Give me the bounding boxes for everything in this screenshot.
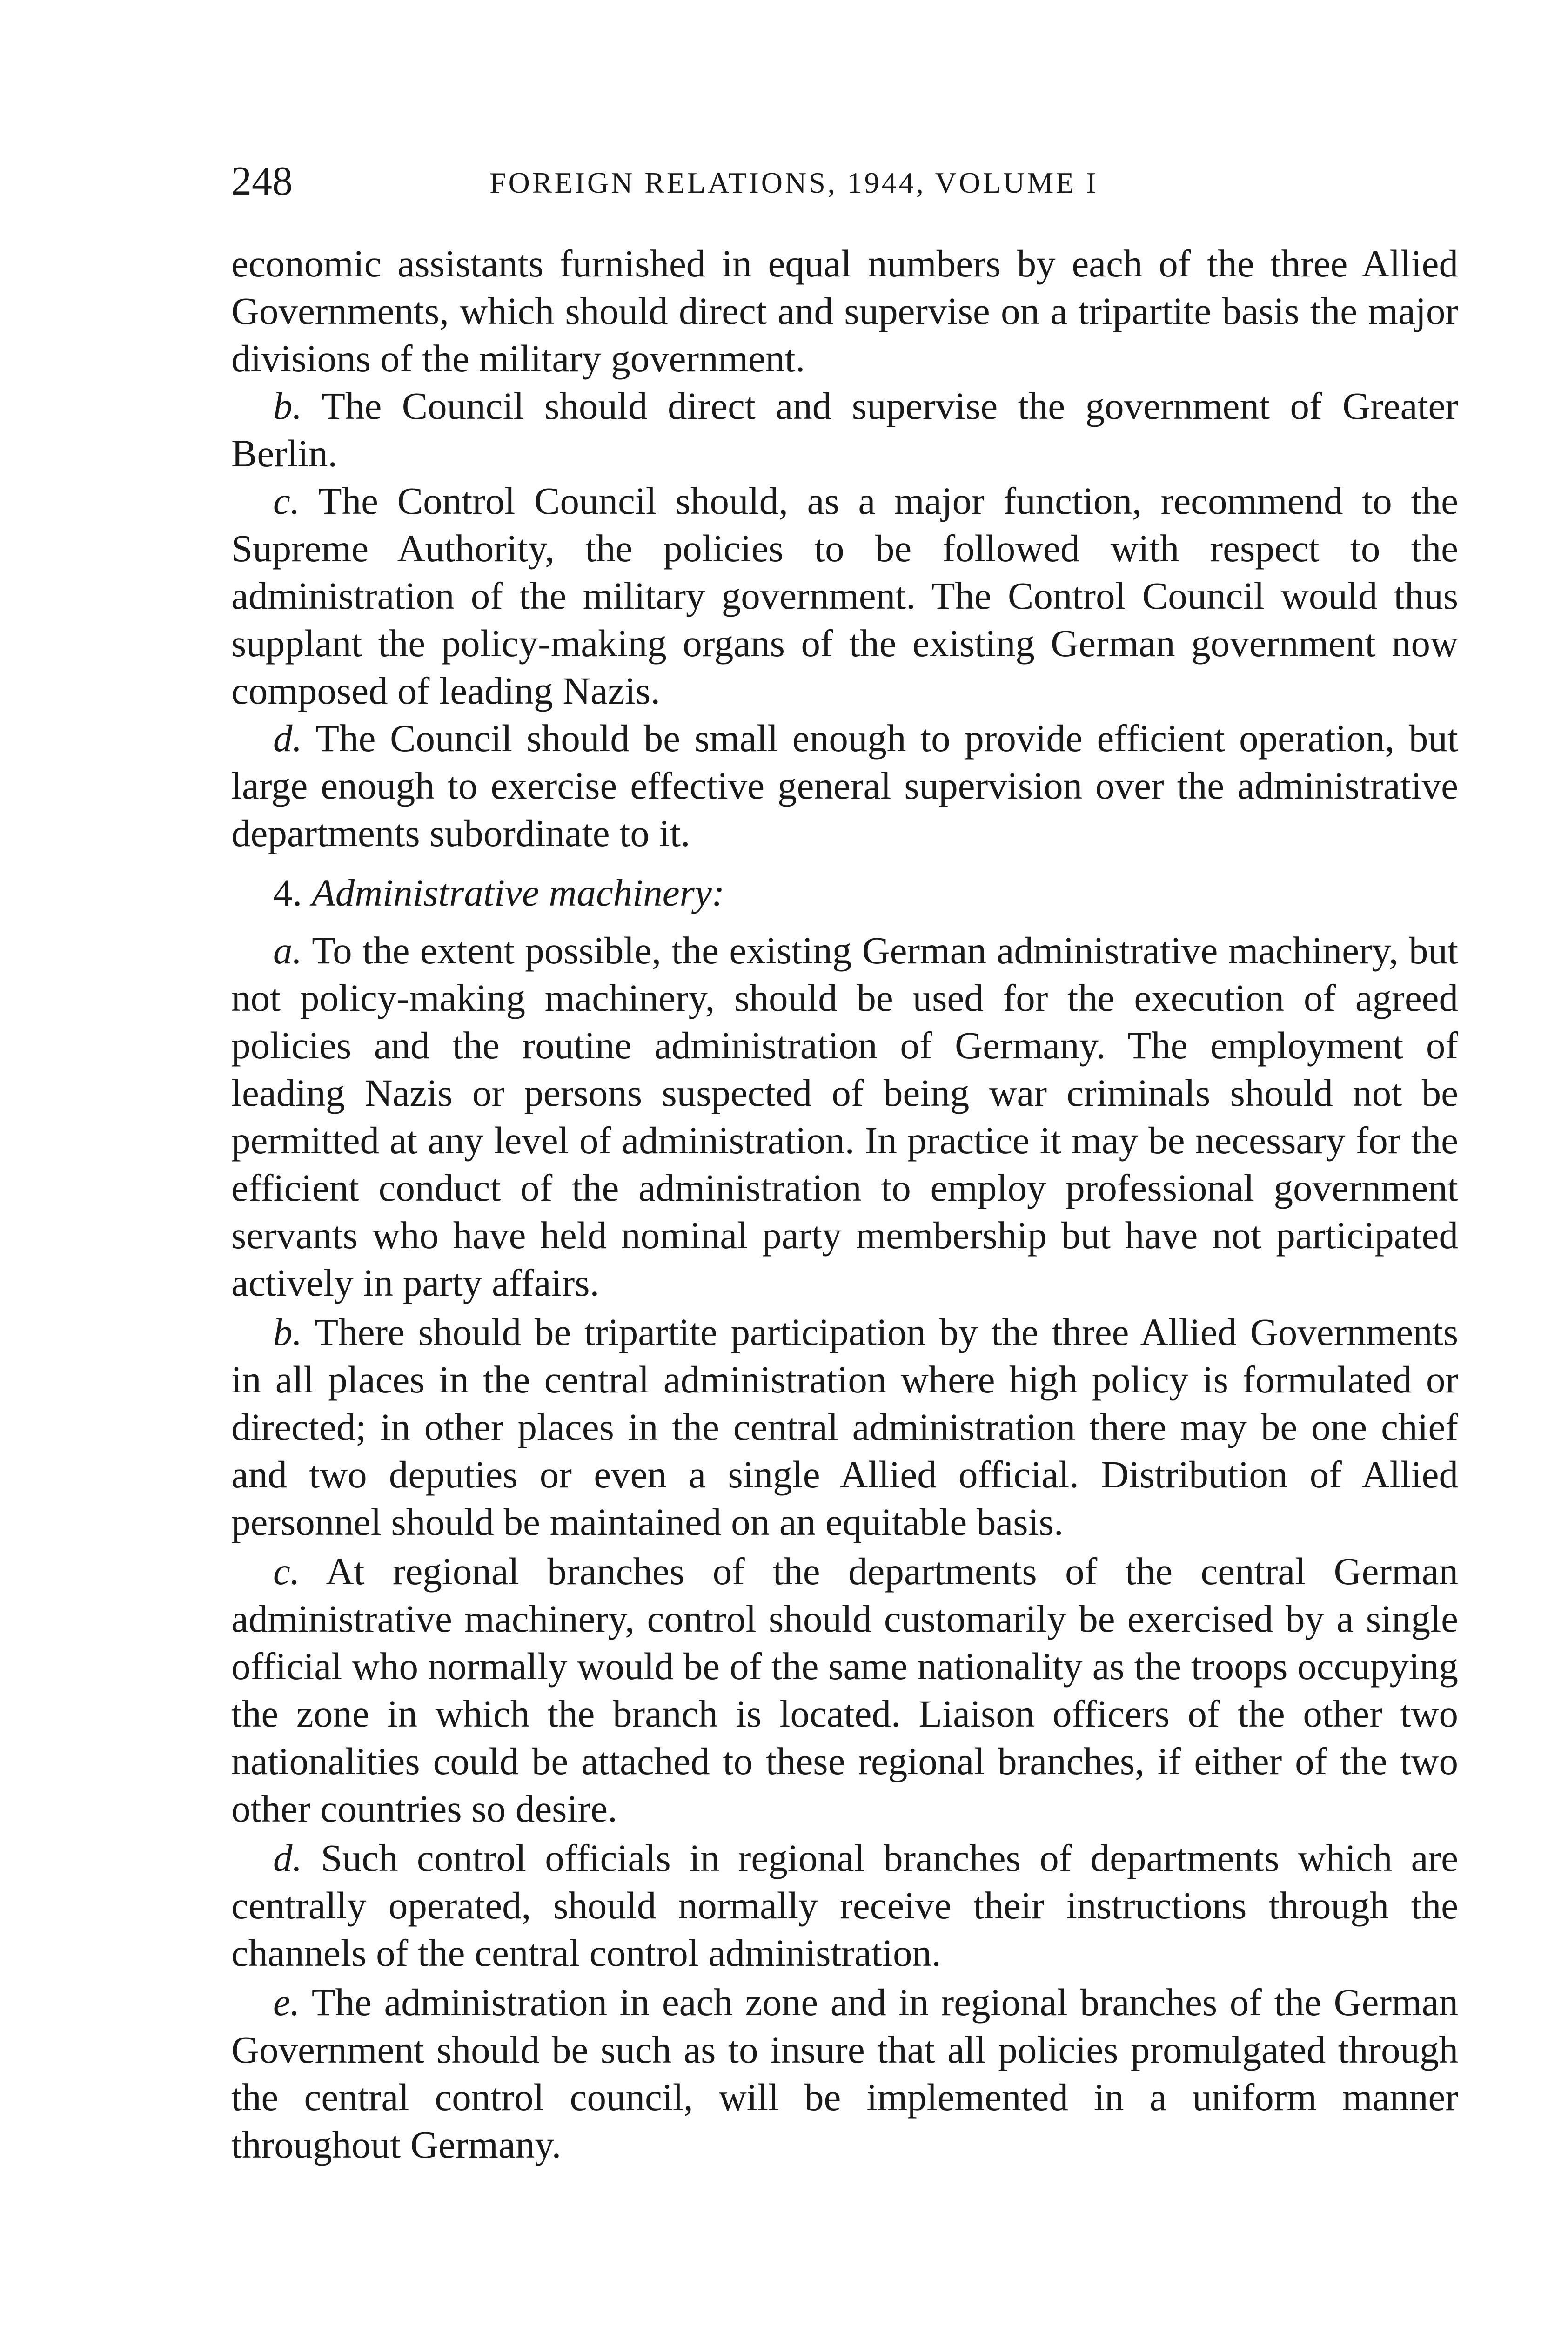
paragraph-label: c. (273, 479, 300, 522)
section-number: 4. (273, 871, 312, 914)
paragraph-text: There should be tripartite participation by the three Allied Governments in all places in the central administration where high policy is formulated or directed; in other places in the central administration there may be one chief and two deputies or even a single Allied official. Distribution of Allied personnel should be maintained on an equitable basis. (231, 1311, 1458, 1543)
paragraph-4e (231, 1978, 1458, 2168)
section-heading (231, 869, 1458, 916)
paragraph-text: The administration in each zone and in regional branches of the German Government should be such as to insure that all policies promulgated through the central control council, will be implemented in a uniform manner throughout Germany. (231, 1981, 1458, 2166)
paragraph-text: The Council should direct and supervise the government of Greater Berlin. (231, 384, 1458, 475)
running-title: FOREIGN RELATIONS, 1944, VOLUME I (489, 166, 1099, 199)
paragraph-text: economic assistants furnished in equal numbers by each of the three Allied Governments, which should direct and supervise on a tripartite basis the major divisions of the military government. (231, 242, 1458, 380)
paragraph-text: The Council should be small enough to provide efficient operation, but large enough to exercise effective general supervision over the administrative departments subordinate to it. (231, 717, 1458, 854)
paragraph-continuation (231, 240, 1458, 382)
paragraph-4d (231, 1834, 1458, 1977)
paragraph-label: b. (273, 1311, 302, 1353)
paragraph-label: d. (273, 717, 302, 760)
paragraph-text: At regional branches of the departments of the central German administrative machinery, control should customarily be exercised by a single official who normally would be of the same nationality as the troops occupying the zone in which the branch is located. Liaison officers of the other two nationalities could be attached to these regional branches, if either of the two other countries so desire. (231, 1550, 1458, 1830)
paragraph-label: d. (273, 1836, 302, 1879)
paragraph-4a (231, 927, 1458, 1306)
paragraph-label: e. (273, 1981, 300, 2024)
paragraph-label: c. (273, 1550, 300, 1593)
paragraph-text: Such control officials in regional branches of departments which are centrally operated, should normally receive their instructions through the channels of the central control administration. (231, 1836, 1458, 1974)
paragraph-label: b. (273, 384, 302, 427)
paragraph-3b (231, 382, 1458, 477)
page-header (231, 156, 1458, 207)
paragraph-label: a. (273, 929, 302, 972)
paragraph-4c (231, 1547, 1458, 1832)
page-number: 248 (231, 159, 293, 204)
paragraph-4b (231, 1308, 1458, 1546)
body-text (231, 240, 1458, 2168)
paragraph-text: The Control Council should, as a major function, recommend to the Supreme Authority, the policies to be followed with respect to the administration of the military government. The Control Council would thus supplant the policy-making organs of the existing German government now composed of leading Nazis. (231, 479, 1458, 712)
paragraph-text: To the extent possible, the existing German administrative machinery, but not policy-making machinery, should be used for the execution of agreed policies and the routine administration of Germany. The employment of leading Nazis or persons suspected of being war criminals should not be permitted at any level of administration. In practice it may be necessary for the efficient conduct of the administration to employ professional government servants who have held nominal party membership but have not participated actively in party affairs. (231, 929, 1458, 1304)
section-title: Administrative machinery: (312, 871, 725, 914)
paragraph-3d (231, 714, 1458, 857)
paragraph-3c (231, 477, 1458, 714)
